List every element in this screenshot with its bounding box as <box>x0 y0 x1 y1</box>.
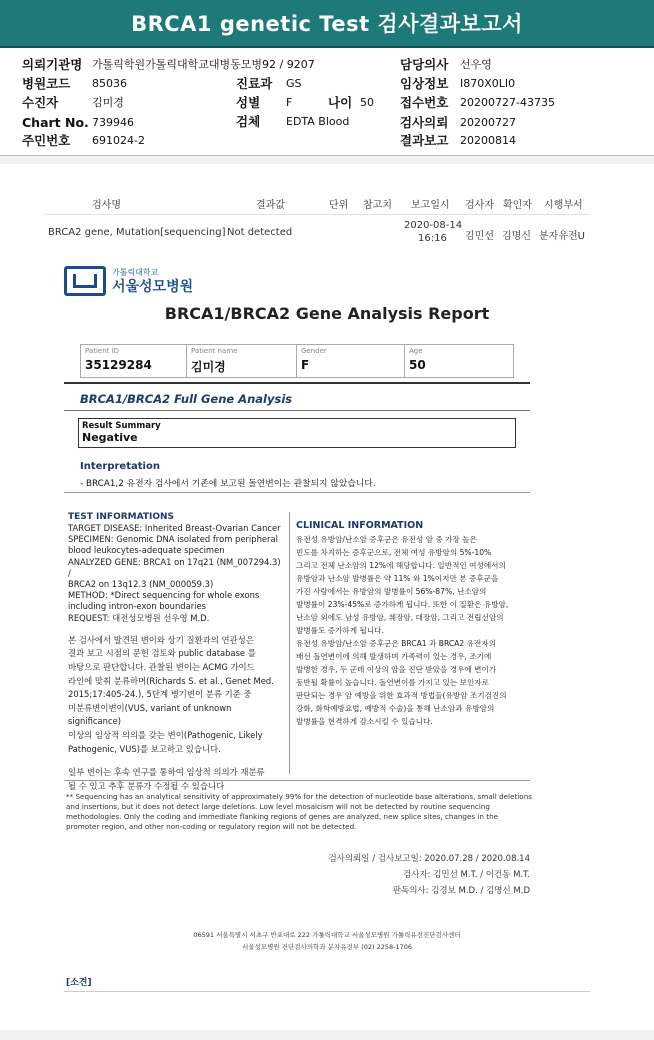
result-department: 분자유전U <box>539 231 585 242</box>
footnote-line: and insertions, but it does not detect large deletions. Low level mosaicism will not be detected by routine sequencing <box>66 802 490 811</box>
clinical-line: 발병률을 현격하게 감소시킬 수 있습니다. <box>296 717 433 726</box>
test-info-line: BRCA2 on 13q12.3 (NM_000059.3) <box>68 579 214 590</box>
hospital-code-value: 85036 <box>92 76 127 90</box>
institution-value: 가톨릭학원가톨릭대학교대병동모병92 / 9207 <box>92 58 315 71</box>
test-info-para-line: 이상의 임상적 의의를 갖는 변이(Pathogenic, Likely <box>68 729 263 740</box>
patient-label: 수진자 <box>22 95 59 110</box>
divider <box>64 382 530 384</box>
result-report-date: 2020-08-14 <box>404 220 463 231</box>
clinical-line: 그리고 전체 난소암의 12%에 해당합니다. 일반적인 여성에서의 <box>296 561 506 570</box>
document-title: BRCA1 genetic Test 검사결과보고서 <box>0 0 654 48</box>
interpretation-text: - BRCA1,2 유전자 검사에서 기존에 보고된 돌연변이는 관찰되지 않았습니다. <box>80 479 376 489</box>
test-info-para-line: 결과 보고 시점의 문헌 검토와 public database 를 <box>68 648 256 659</box>
resident-number-label: 주민번호 <box>22 133 71 148</box>
test-info-line: ANALYZED GENE: BRCA1 on 17q21 (NM_007294.3) / <box>68 556 281 578</box>
clinical-line: 난소암 외에도 남성 유방암, 췌장암, 대장암, 그리고 전립선암의 <box>296 613 504 622</box>
report-title: BRCA1/BRCA2 Gene Analysis Report <box>164 304 490 323</box>
clinical-info-title: CLINICAL INFORMATION <box>296 520 424 531</box>
clinical-line: 유전성 유방암/난소암 증후군은 BRCA1 과 BRCA2 유전자의 <box>296 639 496 648</box>
footnote-line: ** Sequencing has an analytical sensitivity of approximately 99% for the detection of nucleotide base alterations, small deletions <box>66 792 532 801</box>
header-row <box>236 112 349 130</box>
age-table-label: Age <box>409 347 423 355</box>
clinical-line: 발병률이 23%-45%로 증가하게 됩니다. 또한 이 질환은 유방암, <box>296 600 509 609</box>
test-info-line: REQUEST: 대전성모병원 선우영 M.D. <box>68 612 210 623</box>
clinical-line: 동반될 확률이 높습니다. 돌연변이를 가지고 있는 보인자로 <box>296 678 489 687</box>
request-date-value: 20200727 <box>460 115 516 129</box>
test-info-para-line: 본 검사에서 발견된 변이와 상기 질환과의 연관성은 <box>68 634 254 645</box>
test-info-line: SPECIMEN: Genomic DNA isolated from peripheral <box>68 534 278 545</box>
col-report-time: 보고일시 <box>411 200 450 211</box>
hospital-logo-icon <box>64 266 106 296</box>
gender-label: Gender <box>301 347 327 355</box>
clinical-line: 유전성 유방암/난소암 증후군은 유전성 암 중 가장 높은 <box>296 535 477 544</box>
doctor-label: 담당의사 <box>400 57 449 72</box>
interpretation-title: Interpretation <box>80 461 160 472</box>
patient-name-label: Patient name <box>191 347 238 355</box>
header-row <box>400 74 515 92</box>
receipt-number-label: 접수번호 <box>400 95 449 110</box>
specimen-label: 검체 <box>236 114 261 129</box>
col-unit: 단위 <box>329 200 349 211</box>
analysis-title: BRCA1/BRCA2 Full Gene Analysis <box>80 392 293 406</box>
specimen-value: EDTA Blood <box>286 114 350 128</box>
patient-id-cell <box>81 345 187 377</box>
divider <box>44 214 590 215</box>
col-tester: 검사자 <box>465 200 494 211</box>
gender-cell <box>297 345 405 377</box>
header-row <box>22 55 315 73</box>
header-row <box>22 93 124 111</box>
hospital-university-name: 가톨릭대학교 <box>112 268 159 277</box>
request-date-label: 검사의뢰 <box>400 115 449 130</box>
header-row <box>236 93 374 111</box>
hospital-address: 06591 서울특별시 서초구 반포대로 222 가톨릭대학교 서울성모병원 가톨릭유전진단검사센터 <box>193 931 461 939</box>
summary-value: Negative <box>82 431 138 444</box>
clinical-line: 가진 사람에서는 유방암의 발병률이 56%-87%, 난소암의 <box>296 587 487 596</box>
clinical-line: 빈도를 차지하는 증후군으로, 전체 여성 유방암의 5%-10% <box>296 548 492 557</box>
footnote-line: methodologies. Only the coding and immediate flanking regions of genes are analyzed, new splice sites, changes in the <box>66 812 499 821</box>
department-value: GS <box>286 76 302 90</box>
sex-label: 성별 <box>236 95 261 110</box>
report-date-label: 결과보고 <box>400 133 449 148</box>
col-reference: 참고치 <box>363 200 392 211</box>
test-info-para-line: Pathogenic, VUS)를 보고하고 있습니다. <box>68 743 221 754</box>
age-label: 나이 <box>328 95 353 110</box>
header-row <box>22 113 134 131</box>
header-row <box>22 74 127 92</box>
clinical-line: 발병률도 증가하게 됩니다. <box>296 626 384 635</box>
header-row <box>400 93 555 111</box>
clinical-info-value: I870X0LI0 <box>460 76 516 90</box>
header-row <box>400 113 516 131</box>
test-info-note-line: 일부 변이는 후속 연구를 통하여 임상적 의의가 재분류 <box>68 767 265 778</box>
test-info-line: TARGET DISEASE: Inherited Breast-Ovarian Cancer <box>68 523 281 533</box>
clinical-line: 발병한 경우, 두 군데 이상의 암을 진단 받았을 경우에 변이가 <box>296 665 497 674</box>
summary-label: Result Summary <box>82 421 161 431</box>
chart-number-label: Chart No. <box>22 114 89 130</box>
clinical-info-label: 임상정보 <box>400 76 449 91</box>
patient-id-value: 35129284 <box>85 358 152 372</box>
header-row <box>400 131 516 149</box>
test-info-para-line: 2015;17:405-24.), 5단계 병기변이 분류 기준 중 <box>68 689 252 700</box>
resident-number-value: 691024-2 <box>92 133 145 147</box>
doctor-value: 선우영 <box>460 58 492 71</box>
result-report-time: 16:16 <box>418 233 447 244</box>
header-row <box>236 74 302 92</box>
col-verifier: 확인자 <box>503 200 532 211</box>
test-info-para-line: 라인에 맞춰 분류하며(Richards S. et al., Genet Med. <box>68 675 274 686</box>
col-department: 시행부서 <box>544 200 583 211</box>
test-info-para-line: 바탕으로 판단합니다. 관찰된 변이는 ACMG 가이드 <box>68 662 255 673</box>
divider <box>64 780 530 781</box>
gender-value: F <box>301 358 310 372</box>
chart-number-value: 739946 <box>92 115 134 129</box>
footnote-line: promoter region, and other non-coding or regulatory region will not be detected. <box>66 822 357 831</box>
test-info-para-line: 미분류변이변이(VUS, variant of unknown significance) <box>68 702 232 727</box>
patient-name-value: 김미경 <box>191 360 226 374</box>
clinical-line: 유방암과 난소암 발병률은 약 11% 와 1%이지만 본 증후군을 <box>296 574 499 583</box>
result-verifier: 김명신 <box>502 231 531 242</box>
test-info-note-line: 될 수 있고 추후 분류가 수정될 수 있습니다 <box>68 780 225 791</box>
result-value: Not detected <box>227 227 293 238</box>
age-value: 50 <box>360 95 374 109</box>
clinical-line: 강화, 화학예방요법, 예방적 수술)을 통해 난소암과 유방암의 <box>296 704 495 713</box>
hospital-contact: 서울성모병원 진단검사의학과 분자유전부 (02) 2258-1706 <box>241 943 413 951</box>
test-information-section <box>68 512 284 793</box>
clinical-information-section <box>296 520 526 728</box>
col-test-name: 검사명 <box>92 200 121 211</box>
sex-value: F <box>286 95 293 109</box>
result-summary-box <box>78 418 516 448</box>
column-divider <box>289 512 290 774</box>
hospital-name: 서울성모병원 <box>112 279 194 295</box>
sign-tester: 검사자: 김민선 M.T. / 이건동 M.T. <box>403 870 530 880</box>
department-label: 진료과 <box>236 76 273 91</box>
test-info-line: METHOD: *Direct sequencing for whole exons <box>68 590 260 601</box>
result-tester: 김민선 <box>465 231 494 242</box>
request-info-panel <box>0 48 654 156</box>
col-result: 결과값 <box>256 200 285 211</box>
test-info-title: TEST INFORMATIONS <box>68 512 175 522</box>
report-date-value: 20200814 <box>460 133 516 147</box>
result-test-name: BRCA2 gene, Mutation[sequencing] <box>48 227 226 238</box>
opinion-label: [소견] <box>66 978 92 988</box>
header-row <box>400 55 492 73</box>
age-cell <box>405 345 513 377</box>
patient-id-label: Patient ID <box>85 347 120 355</box>
test-info-line: including intron-exon boundaries <box>68 601 207 612</box>
divider <box>64 410 530 411</box>
clinical-line: 배선 돌연변이에 의해 발생하며 가족력이 있는 경우, 조기에 <box>296 652 492 661</box>
age-table-value: 50 <box>409 358 426 372</box>
sign-reader: 판독의사: 김경보 M.D. / 김명신 M.D <box>392 886 530 896</box>
patient-value: 김미경 <box>92 96 124 109</box>
divider <box>64 492 530 493</box>
clinical-line: 판단되는 경우 암 예방을 위한 효과적 방법들(유방암 조기검진의 <box>296 691 507 700</box>
divider <box>64 991 590 992</box>
sign-dates: 검사의뢰일 / 검사보고일: 2020.07.28 / 2020.08.14 <box>328 854 530 864</box>
hospital-code-label: 병원코드 <box>22 76 71 91</box>
test-info-line: blood leukocytes-adequate specimen <box>68 545 225 556</box>
report-body <box>0 164 654 1030</box>
patient-name-cell <box>187 345 297 377</box>
institution-label: 의뢰기관명 <box>22 57 83 72</box>
header-row <box>22 131 145 149</box>
receipt-number-value: 20200727-43735 <box>460 95 555 109</box>
patient-info-table <box>80 344 514 378</box>
